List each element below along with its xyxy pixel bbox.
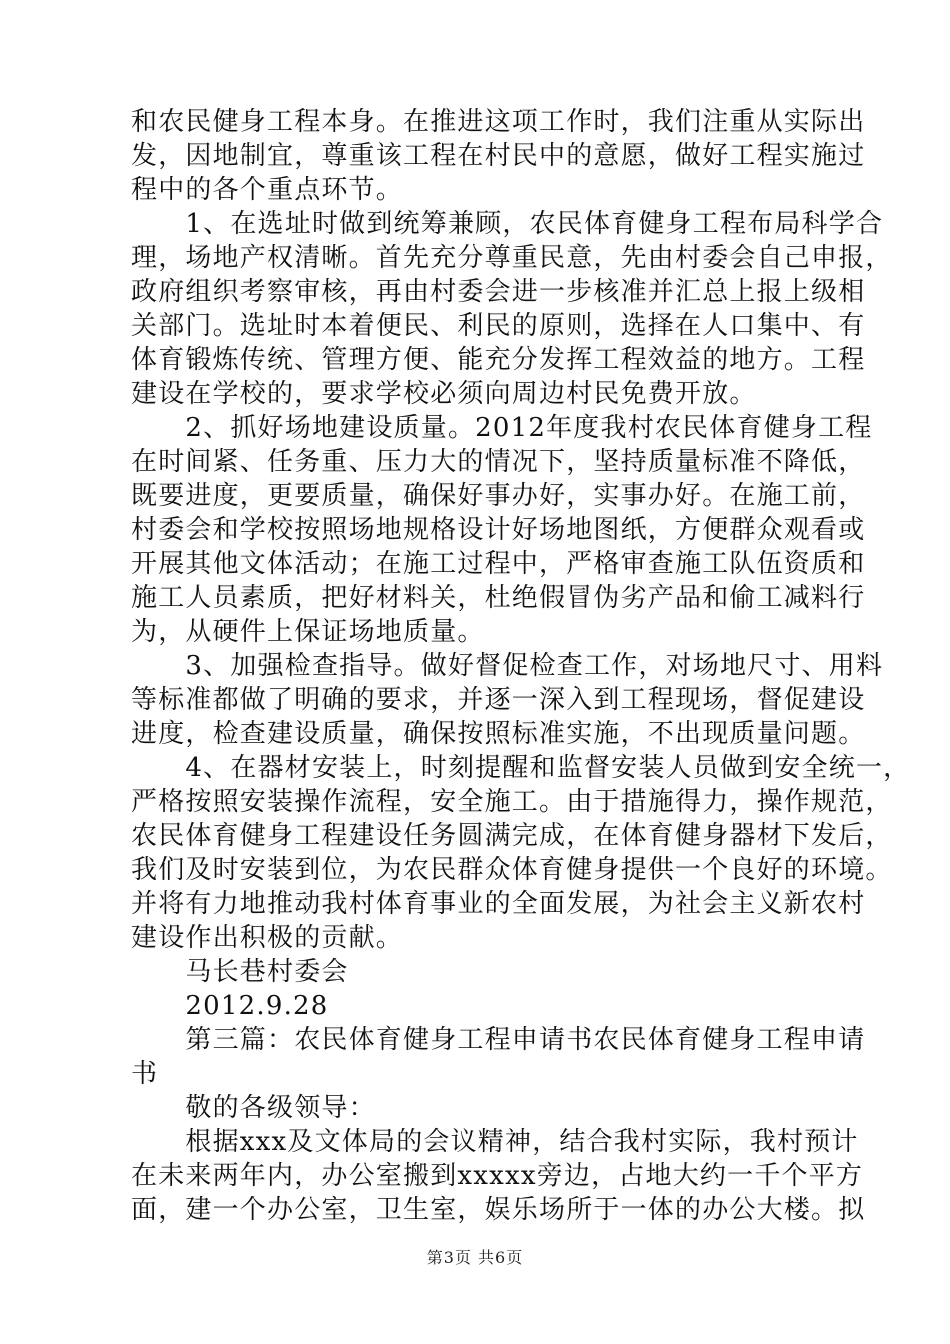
text-line: 发，因地制宜，尊重该工程在村民中的意愿，做好工程实施过: [131, 141, 866, 171]
text-line: 和农民健身工程本身。在推进这项工作时，我们注重从实际出: [131, 107, 866, 137]
text-line: 根据xxx及文体局的会议精神，结合我村实际，我村预计: [131, 1127, 859, 1157]
text-line: 3、加强检查指导。做好督促检查工作，对场地尺寸、用料: [131, 651, 884, 681]
text-line: 建设作出积极的贡献。: [131, 923, 404, 953]
text-line: 面，建一个办公室，卫生室，娱乐场所于一体的办公大楼。拟: [131, 1195, 866, 1225]
text-line: 政府组织考察审核，再由村委会进一步核准并汇总上报上级相: [131, 277, 866, 307]
signature-date: 2012.9.28: [131, 991, 329, 1021]
signature-org: 马长巷村委会: [131, 957, 349, 987]
text-line: 既要进度，更要质量，确保好事办好，实事办好。在施工前，: [131, 481, 866, 511]
text-line: 体育锻炼传统、管理方便、能充分发挥工程效益的地方。工程: [131, 345, 866, 375]
text-line: 进度，检查建设质量，确保按照标准实施，不出现质量问题。: [131, 719, 866, 749]
salutation: 敬的各级领导：: [131, 1093, 376, 1123]
text-line: 村委会和学校按照场地规格设计好场地图纸，方便群众观看或: [131, 515, 866, 545]
text-line: 建设在学校的，要求学校必须向周边村民免费开放。: [131, 379, 757, 409]
section-heading: 第三篇：农民体育健身工程申请书农民体育健身工程申请: [131, 1025, 866, 1055]
text-line: 等标准都做了明确的要求，并逐一深入到工程现场，督促建设: [131, 685, 866, 715]
text-line: 关部门。选址时本着便民、利民的原则，选择在人口集中、有: [131, 311, 866, 341]
text-line: 理，场地产权清晰。首先充分尊重民意，先由村委会自己申报，: [131, 243, 893, 273]
text-line: 施工人员素质，把好材料关，杜绝假冒伪劣产品和偷工减料行: [131, 583, 866, 613]
text-line: 并将有力地推动我村体育事业的全面发展，为社会主义新农村: [131, 889, 866, 919]
text-line: 程中的各个重点环节。: [131, 175, 404, 205]
text-line: 为，从硬件上保证场地质量。: [131, 617, 485, 647]
text-line: 农民体育健身工程建设任务圆满完成，在体育健身器材下发后，: [131, 821, 893, 851]
text-line: 我们及时安装到位，为农民群众体育健身提供一个良好的环境。: [131, 855, 893, 885]
page-number: 第3页 共6页: [426, 1248, 524, 1267]
text-line: 在时间紧、任务重、压力大的情况下，坚持质量标准不降低，: [131, 447, 866, 477]
text-line: 1、在选址时做到统筹兼顾，农民体育健身工程布局科学合: [131, 209, 884, 239]
text-line: 2、抓好场地建设质量。2012年度我村农民体育健身工程: [131, 413, 873, 443]
text-line: 在未来两年内，办公室搬到xxxxx旁边，占地大约一千个平方: [131, 1161, 864, 1191]
text-line: 开展其他文体活动；在施工过程中，严格审查施工队伍资质和: [131, 549, 866, 579]
text-line: 4、在器材安装上，时刻提醒和监督安装人员做到安全统一，: [131, 753, 911, 783]
section-heading-cont: 书: [131, 1059, 159, 1089]
text-line: 严格按照安装操作流程，安全施工。由于措施得力，操作规范，: [131, 787, 893, 817]
